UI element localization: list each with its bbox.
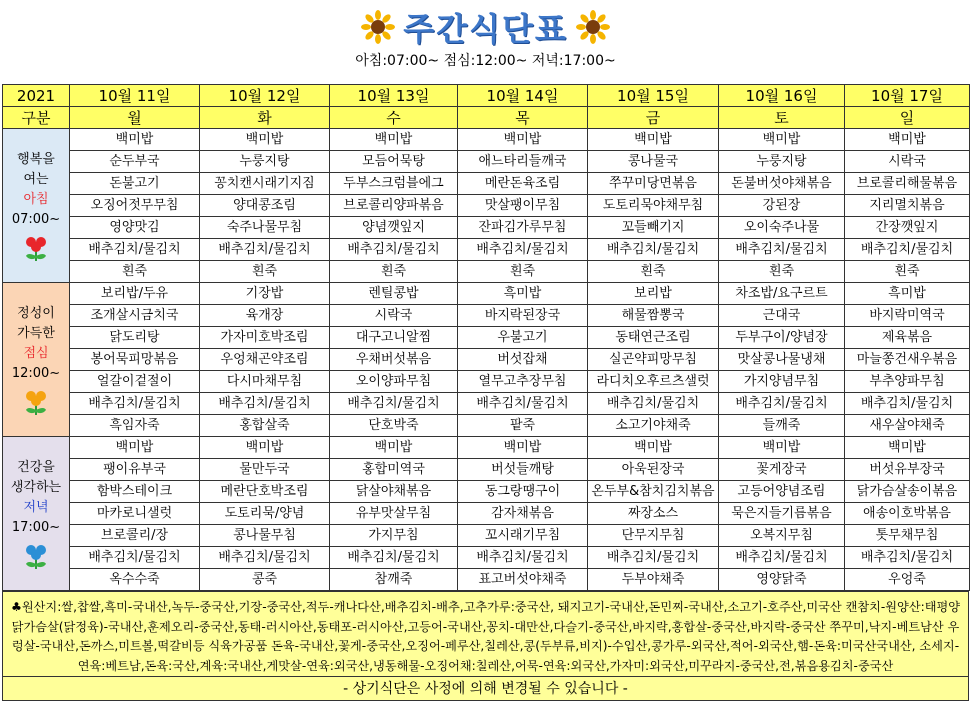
day-header: 월 (70, 107, 200, 129)
menu-row (3, 305, 970, 327)
gubun-cell: 구분 (3, 107, 70, 129)
menu-item: 강된장 (719, 195, 845, 217)
menu-item: 보리밥/두유 (70, 283, 200, 305)
menu-item: 백미밥 (588, 129, 719, 151)
date-header: 10월 12일 (200, 85, 330, 107)
menu-item: 흑임자죽 (70, 415, 200, 437)
menu-item: 배추김치/물김치 (845, 393, 970, 415)
sunflower-icon (576, 10, 610, 44)
menu-item: 오징어젓무무침 (70, 195, 200, 217)
menu-item: 가자미호박조림 (200, 327, 330, 349)
menu-item: 도토리묵야채무침 (588, 195, 719, 217)
menu-item: 흰죽 (588, 261, 719, 283)
menu-row (3, 173, 970, 195)
menu-item: 다시마채무침 (200, 371, 330, 393)
menu-row (3, 503, 970, 525)
menu-row (3, 239, 970, 261)
menu-item: 누룽지탕 (719, 151, 845, 173)
menu-item: 백미밥 (845, 437, 970, 459)
day-header: 목 (458, 107, 588, 129)
menu-item: 조개살시금치국 (70, 305, 200, 327)
menu-item: 표고버섯야채죽 (458, 569, 588, 591)
menu-item: 배추김치/물김치 (70, 239, 200, 261)
section-label: 정성이 (17, 305, 55, 321)
date-header: 10월 16일 (719, 85, 845, 107)
menu-row (3, 547, 970, 569)
section-label: 행복을 (17, 151, 55, 167)
menu-item: 배추김치/물김치 (845, 547, 970, 569)
menu-item: 닭살야채볶음 (330, 481, 458, 503)
menu-item: 닭가슴살송이볶음 (845, 481, 970, 503)
menu-item: 배추김치/물김치 (719, 393, 845, 415)
menu-item: 백미밥 (588, 437, 719, 459)
menu-item: 가지양념무침 (719, 371, 845, 393)
menu-item: 오복지무침 (719, 525, 845, 547)
menu-item: 애느타리들깨국 (458, 151, 588, 173)
menu-item: 오이숙주나물 (719, 217, 845, 239)
menu-item: 소고기야채죽 (588, 415, 719, 437)
meal-time: 17:00~ (11, 519, 61, 535)
menu-item: 양념깻잎지 (330, 217, 458, 239)
menu-table (2, 84, 970, 591)
menu-item: 물만두국 (200, 459, 330, 481)
menu-item: 누룽지탕 (200, 151, 330, 173)
menu-item: 실곤약피망무침 (588, 349, 719, 371)
menu-item: 꼬시래기무침 (458, 525, 588, 547)
menu-item: 영양맛김 (70, 217, 200, 239)
menu-item: 쭈꾸미당면볶음 (588, 173, 719, 195)
menu-item: 유부맛살무침 (330, 503, 458, 525)
year-cell: 2021 (3, 85, 70, 107)
menu-item: 메란단호박조림 (200, 481, 330, 503)
menu-item: 바지락미역국 (845, 305, 970, 327)
menu-item: 잔파김가루무침 (458, 217, 588, 239)
menu-item: 영양닭죽 (719, 569, 845, 591)
section-label: 가득한 (17, 325, 55, 341)
dinner-label-cell (3, 437, 70, 591)
section-label: 건강을 (17, 459, 55, 475)
menu-item: 콩나물무침 (200, 525, 330, 547)
menu-item: 배추김치/물김치 (845, 239, 970, 261)
meal-times: 아침:07:00~ 점심:12:00~ 저녁:17:00~ (355, 53, 616, 69)
menu-item: 흑미밥 (458, 283, 588, 305)
menu-item: 짜장소스 (588, 503, 719, 525)
menu-item: 배추김치/물김치 (458, 547, 588, 569)
date-header: 10월 17일 (845, 85, 970, 107)
flower-icon (21, 234, 51, 262)
menu-item: 근대국 (719, 305, 845, 327)
menu-row (3, 283, 970, 305)
menu-item: 배추김치/물김치 (588, 393, 719, 415)
date-header: 10월 14일 (458, 85, 588, 107)
menu-item: 양대콩조림 (200, 195, 330, 217)
breakfast-label-cell (3, 129, 70, 283)
menu-row (3, 217, 970, 239)
menu-item: 보리밥 (588, 283, 719, 305)
menu-item: 온두부&참치김치볶음 (588, 481, 719, 503)
lunch-label-cell (3, 283, 70, 437)
day-header: 수 (330, 107, 458, 129)
menu-item: 두부스크럼블에그 (330, 173, 458, 195)
menu-item: 백미밥 (70, 437, 200, 459)
menu-item: 렌틸콩밥 (330, 283, 458, 305)
menu-item: 두부야채죽 (588, 569, 719, 591)
menu-item: 백미밥 (330, 129, 458, 151)
meal-name: 점심 (23, 345, 49, 361)
menu-item: 배추김치/물김치 (200, 239, 330, 261)
menu-item: 부추양파무침 (845, 371, 970, 393)
meal-time: 12:00~ (11, 365, 61, 381)
menu-item: 도토리묵/양념 (200, 503, 330, 525)
menu-item: 우엉죽 (845, 569, 970, 591)
menu-item: 배추김치/물김치 (200, 547, 330, 569)
menu-item: 홍합살죽 (200, 415, 330, 437)
menu-row (3, 261, 970, 283)
menu-row (3, 349, 970, 371)
menu-item: 배추김치/물김치 (70, 547, 200, 569)
meal-name: 아침 (23, 191, 49, 207)
menu-item: 얼갈이겉절이 (70, 371, 200, 393)
menu-item: 브로콜리해물볶음 (845, 173, 970, 195)
menu-row (3, 459, 970, 481)
menu-item: 참깨죽 (330, 569, 458, 591)
menu-item: 시락국 (845, 151, 970, 173)
menu-item: 동태연근조림 (588, 327, 719, 349)
sunflower-icon (361, 10, 395, 44)
menu-row (3, 393, 970, 415)
menu-item: 배추김치/물김치 (70, 393, 200, 415)
notice: - 상기식단은 사정에 의해 변경될 수 있습니다 - (3, 676, 968, 700)
menu-item: 흑미밥 (845, 283, 970, 305)
menu-item: 백미밥 (719, 129, 845, 151)
menu-row (3, 525, 970, 547)
menu-item: 라디치오후르츠샐럿 (588, 371, 719, 393)
menu-item: 옥수수죽 (70, 569, 200, 591)
menu-item: 단무지무침 (588, 525, 719, 547)
menu-item: 고등어양념조림 (719, 481, 845, 503)
menu-item: 돈불버섯야채볶음 (719, 173, 845, 195)
menu-item: 아욱된장국 (588, 459, 719, 481)
menu-item: 백미밥 (458, 129, 588, 151)
menu-item: 맛살팽이무침 (458, 195, 588, 217)
menu-item: 흰죽 (70, 261, 200, 283)
menu-row (3, 481, 970, 503)
menu-item: 우엉채곤약조림 (200, 349, 330, 371)
menu-item: 마늘쫑건새우볶음 (845, 349, 970, 371)
menu-item: 흰죽 (200, 261, 330, 283)
menu-item: 백미밥 (719, 437, 845, 459)
title-row (0, 4, 971, 46)
date-header: 10월 15일 (588, 85, 719, 107)
menu-item: 감자채볶음 (458, 503, 588, 525)
menu-row (3, 415, 970, 437)
meal-time: 07:00~ (11, 211, 61, 227)
menu-item: 차조밥/요구르트 (719, 283, 845, 305)
menu-item: 꽃게장국 (719, 459, 845, 481)
menu-item: 새우살야채죽 (845, 415, 970, 437)
date-header: 10월 11일 (70, 85, 200, 107)
page-title: 주간식단표 (403, 10, 568, 48)
menu-item: 백미밥 (200, 437, 330, 459)
menu-item: 동그랑땡구이 (458, 481, 588, 503)
menu-item: 순두부국 (70, 151, 200, 173)
origin-text: ♣원산지:쌀,찹쌀,흑미-국내산,녹두-중국산,기장-중국산,적두-캐나다산,배추김치-배추,고추가루:중국산, 돼지고기-국내산,돈민찌-국내산,소고기-호주산,미국산 캔참치-원양산:태평양 닭가슴살(닭정육)-국내산,훈제오리-중국산,동태-러시아산,동태포-러시아산,고등어-국내산,꽁치-대만산,다슬기-중국산,바지락,홍합살-중국산,바지락-중국산 쭈꾸미,낙지-베트남산 우렁살-국내산,돈까스,미트볼,떡갈비등 식육가공품 돈육-국내산,꽃게-중국산,오징어-페루산,칠레산,콩(두부류,비지)-수입산,콩가루-외국산,적어-외국산,햄-돈육:미국산국내산, 소세지-연육:베트남,돈육:국산,계육:국내산,게맛살-연육:외국산,냉동해물-오징어채:칠레산,어묵-연육:외국산,가자미:외국산,미꾸라지-중국산,전,볶음용김치-중국산 (10, 600, 961, 673)
menu-item: 지리멸치볶음 (845, 195, 970, 217)
menu-item: 백미밥 (845, 129, 970, 151)
menu-item: 돈불고기 (70, 173, 200, 195)
menu-item: 흰죽 (719, 261, 845, 283)
menu-item: 애송이호박볶음 (845, 503, 970, 525)
date-header: 10월 13일 (330, 85, 458, 107)
menu-item: 마카로니샐럿 (70, 503, 200, 525)
menu-item: 배추김치/물김치 (719, 239, 845, 261)
menu-item: 백미밥 (70, 129, 200, 151)
menu-item: 제육볶음 (845, 327, 970, 349)
day-header: 토 (719, 107, 845, 129)
menu-item: 우불고기 (458, 327, 588, 349)
menu-item: 닭도리탕 (70, 327, 200, 349)
menu-item: 묵은지들기름볶음 (719, 503, 845, 525)
section-label: 여는 (23, 171, 49, 187)
menu-item: 들깨죽 (719, 415, 845, 437)
menu-item: 콩나물국 (588, 151, 719, 173)
menu-item: 배추김치/물김치 (330, 239, 458, 261)
menu-item: 기장밥 (200, 283, 330, 305)
menu-item: 두부구이/양념장 (719, 327, 845, 349)
menu-row (3, 327, 970, 349)
flower-icon (21, 542, 51, 570)
menu-item: 간장깻잎지 (845, 217, 970, 239)
menu-item: 팽이유부국 (70, 459, 200, 481)
menu-item: 버섯들깨탕 (458, 459, 588, 481)
menu-item: 맛살콩나물냉채 (719, 349, 845, 371)
menu-item: 배추김치/물김치 (200, 393, 330, 415)
menu-item: 백미밥 (330, 437, 458, 459)
menu-item: 흰죽 (458, 261, 588, 283)
menu-item: 함박스테이크 (70, 481, 200, 503)
menu-item: 대구고니알찜 (330, 327, 458, 349)
menu-item: 배추김치/물김치 (719, 547, 845, 569)
menu-item: 흰죽 (330, 261, 458, 283)
menu-row (3, 371, 970, 393)
menu-item: 봉어묵피망볶음 (70, 349, 200, 371)
menu-item: 열무고추장무침 (458, 371, 588, 393)
menu-item: 배추김치/물김치 (458, 239, 588, 261)
menu-row (3, 569, 970, 591)
day-header: 금 (588, 107, 719, 129)
menu-item: 백미밥 (458, 437, 588, 459)
menu-item: 배추김치/물김치 (330, 393, 458, 415)
menu-item: 브로콜리/장 (70, 525, 200, 547)
menu-item: 홍합미역국 (330, 459, 458, 481)
menu-item: 브로콜리양파볶음 (330, 195, 458, 217)
menu-item: 모듬어묵탕 (330, 151, 458, 173)
menu-item: 꽁치캔시래기지짐 (200, 173, 330, 195)
origin-info-box (2, 591, 969, 701)
day-header: 화 (200, 107, 330, 129)
flower-icon (21, 388, 51, 416)
menu-item: 바지락된장국 (458, 305, 588, 327)
menu-item: 버섯잡채 (458, 349, 588, 371)
menu-item: 콩죽 (200, 569, 330, 591)
menu-item: 육개장 (200, 305, 330, 327)
menu-item: 배추김치/물김치 (588, 239, 719, 261)
menu-item: 시락국 (330, 305, 458, 327)
menu-item: 단호박죽 (330, 415, 458, 437)
menu-row (3, 195, 970, 217)
menu-item: 오이양파무침 (330, 371, 458, 393)
meal-name: 저녁 (23, 499, 49, 515)
menu-item: 배추김치/물김치 (458, 393, 588, 415)
menu-item: 배추김치/물김치 (588, 547, 719, 569)
day-header: 일 (845, 107, 970, 129)
menu-item: 배추김치/물김치 (330, 547, 458, 569)
menu-item: 메란돈육조림 (458, 173, 588, 195)
menu-item: 톳무채무침 (845, 525, 970, 547)
menu-item: 우채버섯볶음 (330, 349, 458, 371)
menu-item: 해물짬뽕국 (588, 305, 719, 327)
menu-item: 버섯유부장국 (845, 459, 970, 481)
menu-row (3, 129, 970, 151)
menu-item: 백미밥 (200, 129, 330, 151)
menu-item: 숙주나물무침 (200, 217, 330, 239)
menu-item: 가지무침 (330, 525, 458, 547)
menu-item: 팥죽 (458, 415, 588, 437)
menu-item: 흰죽 (845, 261, 970, 283)
section-label: 생각하는 (10, 479, 62, 495)
menu-item: 꼬들빼기지 (588, 217, 719, 239)
menu-row (3, 151, 970, 173)
menu-row (3, 437, 970, 459)
